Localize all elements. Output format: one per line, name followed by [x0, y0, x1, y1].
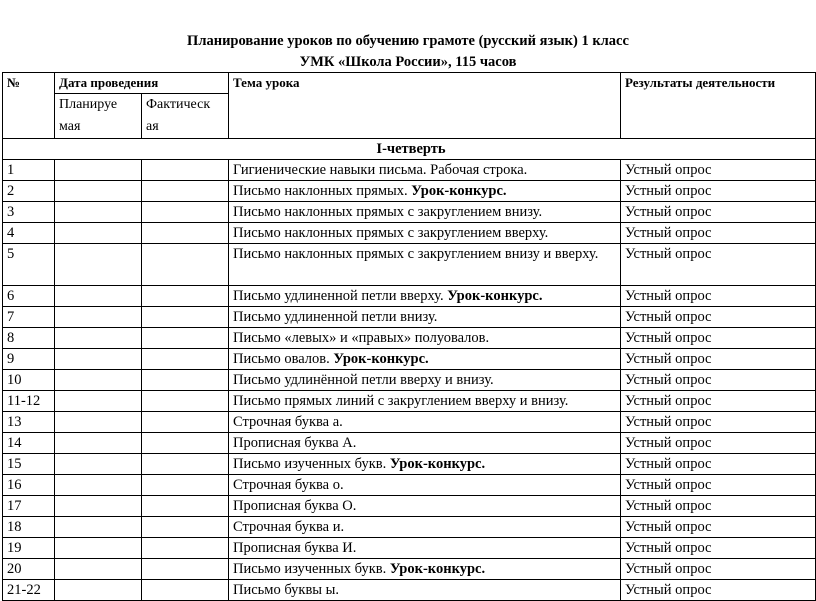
- lesson-result: Устный опрос: [621, 181, 816, 202]
- lesson-topic-text: Строчная буква и.: [233, 519, 345, 535]
- lesson-number: 18: [3, 517, 55, 538]
- lesson-number: 7: [3, 307, 55, 328]
- lesson-topic: [229, 580, 621, 601]
- actual-date-cell: [142, 496, 229, 517]
- lesson-result: Устный опрос: [621, 328, 816, 349]
- lesson-result: Устный опрос: [621, 370, 816, 391]
- lesson-topic-text: Письмо удлиненной петли внизу.: [233, 309, 438, 325]
- lesson-result: Устный опрос: [621, 391, 816, 412]
- lesson-topic: [229, 181, 621, 202]
- lesson-result: Устный опрос: [621, 412, 816, 433]
- table-row: [3, 244, 816, 286]
- table-row: [3, 307, 816, 328]
- lesson-topic: [229, 223, 621, 244]
- planned-date-cell: [55, 391, 142, 412]
- lesson-result: Устный опрос: [621, 580, 816, 601]
- lesson-topic-emphasis: Урок-конкурс.: [389, 561, 486, 577]
- lesson-topic-text: Письмо удлинённой петли вверху и внизу.: [233, 372, 494, 388]
- lesson-topic: [229, 160, 621, 181]
- lesson-result: Устный опрос: [621, 454, 816, 475]
- lesson-topic-text: Письмо наклонных прямых с закруглением внизу и вверху.: [233, 246, 599, 262]
- lesson-number: 5: [3, 244, 55, 286]
- planned-date-cell: [55, 580, 142, 601]
- planned-date-cell: [55, 370, 142, 391]
- planned-date-cell: [55, 433, 142, 454]
- planned-date-cell: [55, 475, 142, 496]
- lesson-result: Устный опрос: [621, 307, 816, 328]
- actual-date-cell: [142, 412, 229, 433]
- table-row: [3, 223, 816, 244]
- lesson-topic-text: Письмо прямых линий с закруглением вверху и внизу.: [233, 393, 569, 409]
- header-date: Дата проведения: [55, 73, 229, 94]
- actual-date-cell: [142, 559, 229, 580]
- actual-date-cell: [142, 307, 229, 328]
- planned-date-cell: [55, 160, 142, 181]
- actual-date-cell: [142, 433, 229, 454]
- table-row: [3, 412, 816, 433]
- lesson-topic-text: Письмо удлиненной петли вверху.: [233, 288, 448, 304]
- lesson-topic: [229, 475, 621, 496]
- lesson-topic-text: Письмо наклонных прямых.: [233, 183, 412, 199]
- table-row: [3, 454, 816, 475]
- actual-date-cell: [142, 349, 229, 370]
- lesson-topic: [229, 391, 621, 412]
- lesson-topic-emphasis: Урок-конкурс.: [447, 288, 543, 304]
- lesson-topic: [229, 244, 621, 286]
- table-row: [3, 370, 816, 391]
- table-row: [3, 349, 816, 370]
- lesson-result: Устный опрос: [621, 160, 816, 181]
- table-row: [3, 475, 816, 496]
- planned-date-cell: [55, 559, 142, 580]
- lesson-topic: [229, 496, 621, 517]
- lesson-number: 10: [3, 370, 55, 391]
- actual-date-cell: [142, 160, 229, 181]
- lesson-number: 17: [3, 496, 55, 517]
- actual-date-cell: [142, 181, 229, 202]
- lesson-result: Устный опрос: [621, 202, 816, 223]
- lesson-result: Устный опрос: [621, 538, 816, 559]
- lesson-topic-text: Прописная буква А.: [233, 435, 357, 451]
- lesson-topic-text: Письмо наклонных прямых с закруглением внизу.: [233, 204, 543, 220]
- planned-date-cell: [55, 496, 142, 517]
- table-row: [3, 517, 816, 538]
- lesson-topic-text: Прописная буква О.: [233, 498, 357, 514]
- lesson-topic: [229, 412, 621, 433]
- planned-date-cell: [55, 286, 142, 307]
- table-row: [3, 160, 816, 181]
- header-planned: [55, 94, 142, 139]
- lesson-number: 21-22: [3, 580, 55, 601]
- header-actual: [142, 94, 229, 139]
- header-actual-line1: Фактическ: [146, 97, 211, 112]
- planned-date-cell: [55, 181, 142, 202]
- lesson-number: 3: [3, 202, 55, 223]
- table-row: [3, 433, 816, 454]
- lesson-result: Устный опрос: [621, 223, 816, 244]
- actual-date-cell: [142, 538, 229, 559]
- lesson-number: 2: [3, 181, 55, 202]
- table-row: [3, 202, 816, 223]
- document-title: Планирование уроков по обучению грамоте (русский язык) 1 класс: [187, 33, 629, 49]
- lesson-topic-emphasis: Урок-конкурс.: [389, 456, 486, 472]
- header-topic: Тема урока: [229, 73, 621, 139]
- table-row: [3, 391, 816, 412]
- lesson-topic: [229, 202, 621, 223]
- lesson-topic: [229, 349, 621, 370]
- actual-date-cell: [142, 202, 229, 223]
- header-results: Результаты деятельности: [621, 73, 816, 139]
- lesson-result: Устный опрос: [621, 244, 816, 286]
- lesson-topic: [229, 538, 621, 559]
- lesson-number: 15: [3, 454, 55, 475]
- table-row: [3, 496, 816, 517]
- lesson-topic-text: Строчная буква о.: [233, 477, 344, 493]
- header-row: [3, 73, 816, 94]
- lesson-topic: [229, 370, 621, 391]
- actual-date-cell: [142, 286, 229, 307]
- quarter-row: [3, 139, 816, 160]
- lesson-topic: [229, 517, 621, 538]
- actual-date-cell: [142, 223, 229, 244]
- planned-date-cell: [55, 412, 142, 433]
- lesson-topic-text: Письмо буквы ы.: [233, 582, 340, 598]
- planned-date-cell: [55, 328, 142, 349]
- lesson-result: Устный опрос: [621, 475, 816, 496]
- lesson-result: Устный опрос: [621, 496, 816, 517]
- lesson-topic-text: Письмо изученных букв.: [233, 456, 390, 472]
- planned-date-cell: [55, 307, 142, 328]
- lesson-topic-text: Письмо «левых» и «правых» полуовалов.: [233, 330, 490, 346]
- lesson-number: 8: [3, 328, 55, 349]
- document-subtitle: УМК «Школа России», 115 часов: [299, 54, 517, 70]
- actual-date-cell: [142, 244, 229, 286]
- lesson-number: 4: [3, 223, 55, 244]
- lesson-topic-text: Письмо овалов.: [233, 351, 334, 367]
- lesson-result: Устный опрос: [621, 559, 816, 580]
- lesson-number: 11-12: [3, 391, 55, 412]
- lesson-topic: [229, 433, 621, 454]
- lesson-number: 16: [3, 475, 55, 496]
- planned-date-cell: [55, 244, 142, 286]
- lesson-number: 20: [3, 559, 55, 580]
- lesson-topic-text: Гигиенические навыки письма. Рабочая строка.: [233, 162, 528, 178]
- lesson-topic-text: Письмо изученных букв.: [233, 561, 390, 577]
- table-row: [3, 286, 816, 307]
- lesson-number: 13: [3, 412, 55, 433]
- table-row: [3, 580, 816, 601]
- table-row: [3, 559, 816, 580]
- actual-date-cell: [142, 475, 229, 496]
- lesson-result: Устный опрос: [621, 433, 816, 454]
- lesson-result: Устный опрос: [621, 517, 816, 538]
- planned-date-cell: [55, 349, 142, 370]
- lesson-plan-table: [2, 72, 816, 601]
- planned-date-cell: [55, 517, 142, 538]
- table-row: [3, 328, 816, 349]
- planned-date-cell: [55, 202, 142, 223]
- lesson-number: 1: [3, 160, 55, 181]
- quarter-label: I-четверть: [3, 139, 816, 160]
- lesson-topic: [229, 307, 621, 328]
- lesson-topic: [229, 328, 621, 349]
- lesson-topic-text: Письмо наклонных прямых с закруглением вверху.: [233, 225, 549, 241]
- lesson-result: Устный опрос: [621, 349, 816, 370]
- header-number: №: [3, 73, 55, 139]
- planned-date-cell: [55, 538, 142, 559]
- lesson-number: 9: [3, 349, 55, 370]
- header-actual-line2: ая: [146, 119, 159, 134]
- actual-date-cell: [142, 454, 229, 475]
- planned-date-cell: [55, 223, 142, 244]
- header-planned-line2: мая: [59, 119, 81, 134]
- lesson-topic: [229, 454, 621, 475]
- table-row: [3, 181, 816, 202]
- table-row: [3, 538, 816, 559]
- lesson-topic-emphasis: Урок-конкурс.: [333, 351, 429, 367]
- lesson-topic-text: Строчная буква а.: [233, 414, 343, 430]
- lesson-number: 14: [3, 433, 55, 454]
- actual-date-cell: [142, 391, 229, 412]
- actual-date-cell: [142, 517, 229, 538]
- lesson-result: Устный опрос: [621, 286, 816, 307]
- actual-date-cell: [142, 370, 229, 391]
- actual-date-cell: [142, 328, 229, 349]
- lesson-number: 19: [3, 538, 55, 559]
- lesson-topic-emphasis: Урок-конкурс.: [411, 183, 507, 199]
- planned-date-cell: [55, 454, 142, 475]
- lesson-topic: [229, 559, 621, 580]
- lesson-topic: [229, 286, 621, 307]
- actual-date-cell: [142, 580, 229, 601]
- header-planned-line1: Планируе: [59, 97, 118, 112]
- lesson-topic-text: Прописная буква И.: [233, 540, 357, 556]
- lesson-number: 6: [3, 286, 55, 307]
